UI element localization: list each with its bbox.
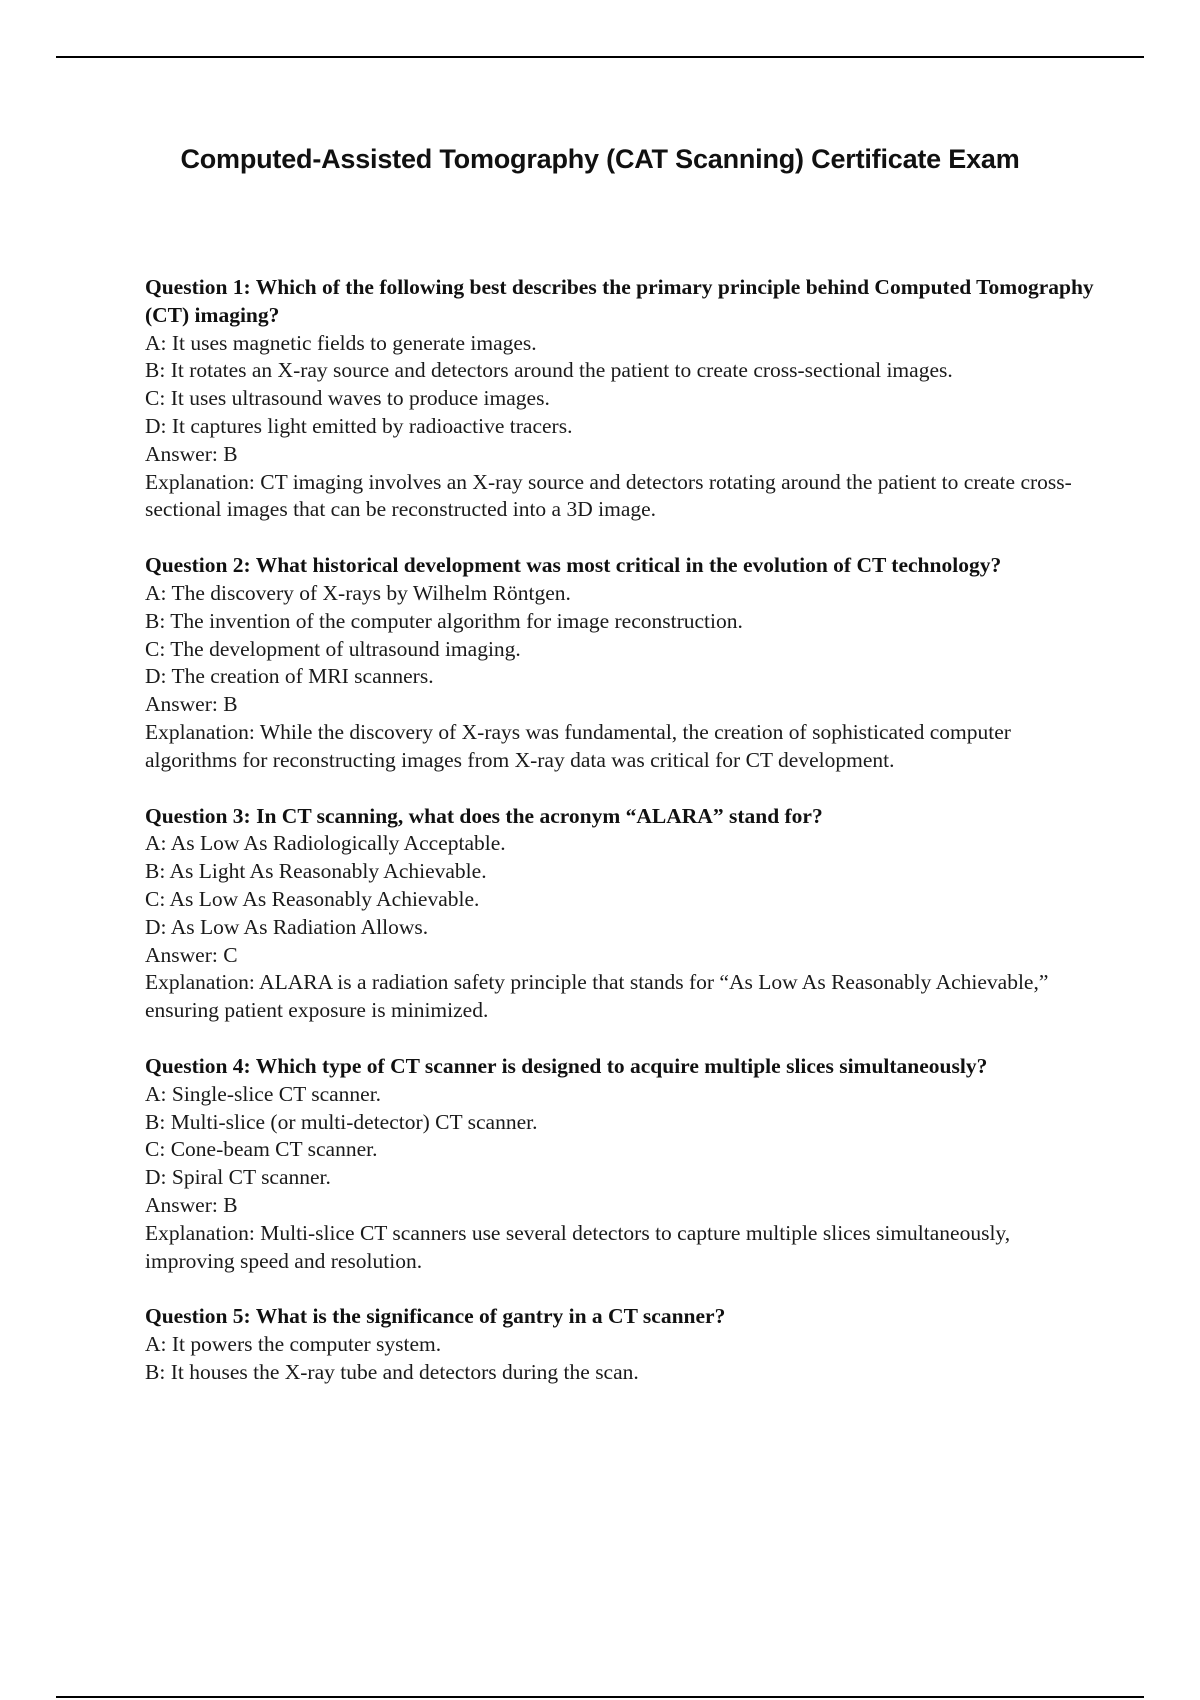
question-1 [145, 274, 1095, 524]
question-text: Question 5: What is the significance of gantry in a CT scanner? [145, 1304, 726, 1329]
top-rule [56, 56, 1144, 58]
question-text: Question 2: What historical development was most critical in the evolution of CT technology? [145, 553, 1002, 578]
question-4 [145, 1053, 1095, 1275]
answer-option: D: It captures light emitted by radioactive tracers. [145, 413, 573, 438]
answer-explanation: Explanation: CT imaging involves an X-ray source and detectors rotating around the patient to create cross-sectional images that can be reconstructed into a 3D image. [145, 469, 1072, 522]
correct-answer: Answer: B [145, 441, 238, 466]
answer-option: B: The invention of the computer algorithm for image reconstruction. [145, 608, 743, 633]
answer-option: A: The discovery of X-rays by Wilhelm Röntgen. [145, 580, 571, 605]
correct-answer: Answer: B [145, 692, 238, 717]
answer-option: C: It uses ultrasound waves to produce images. [145, 386, 550, 411]
answer-option: D: The creation of MRI scanners. [145, 664, 434, 689]
answer-explanation: Explanation: While the discovery of X-rays was fundamental, the creation of sophisticated computer algorithms for reconstructing images from X-ray data was critical for CT development. [145, 719, 1011, 772]
question-2 [145, 552, 1095, 774]
answer-option: A: It uses magnetic fields to generate images. [145, 330, 537, 355]
answer-option: C: As Low As Reasonably Achievable. [145, 886, 480, 911]
question-5 [145, 1303, 1095, 1386]
answer-option: A: Single-slice CT scanner. [145, 1081, 382, 1106]
answer-option: B: It rotates an X-ray source and detectors around the patient to create cross-sectional images. [145, 358, 953, 383]
answer-option: C: The development of ultrasound imaging. [145, 636, 521, 661]
bottom-rule [56, 1696, 1144, 1698]
document-title: Computed-Assisted Tomography (CAT Scanning) Certificate Exam [180, 144, 1020, 174]
question-list [145, 274, 1095, 1415]
correct-answer: Answer: B [145, 1192, 238, 1217]
answer-option: B: It houses the X-ray tube and detectors during the scan. [145, 1359, 639, 1384]
answer-explanation: Explanation: ALARA is a radiation safety principle that stands for “As Low As Reasonably Achievable,” ensuring patient exposure is minimized. [145, 970, 1049, 1023]
answer-option: B: As Light As Reasonably Achievable. [145, 859, 487, 884]
answer-option: D: Spiral CT scanner. [145, 1165, 331, 1190]
answer-option: A: It powers the computer system. [145, 1332, 442, 1357]
answer-option: C: Cone-beam CT scanner. [145, 1137, 378, 1162]
question-text: Question 3: In CT scanning, what does the acronym “ALARA” stand for? [145, 803, 823, 828]
answer-option: D: As Low As Radiation Allows. [145, 914, 429, 939]
question-text: Question 1: Which of the following best describes the primary principle behind Computed Tomography (CT) imaging? [145, 275, 1094, 327]
question-3 [145, 803, 1095, 1025]
question-text: Question 4: Which type of CT scanner is designed to acquire multiple slices simultaneously? [145, 1053, 988, 1078]
answer-option: A: As Low As Radiologically Acceptable. [145, 831, 506, 856]
answer-option: B: Multi-slice (or multi-detector) CT scanner. [145, 1109, 538, 1134]
correct-answer: Answer: C [145, 942, 238, 967]
answer-explanation: Explanation: Multi-slice CT scanners use several detectors to capture multiple slices simultaneously, improving speed and resolution. [145, 1220, 1011, 1273]
